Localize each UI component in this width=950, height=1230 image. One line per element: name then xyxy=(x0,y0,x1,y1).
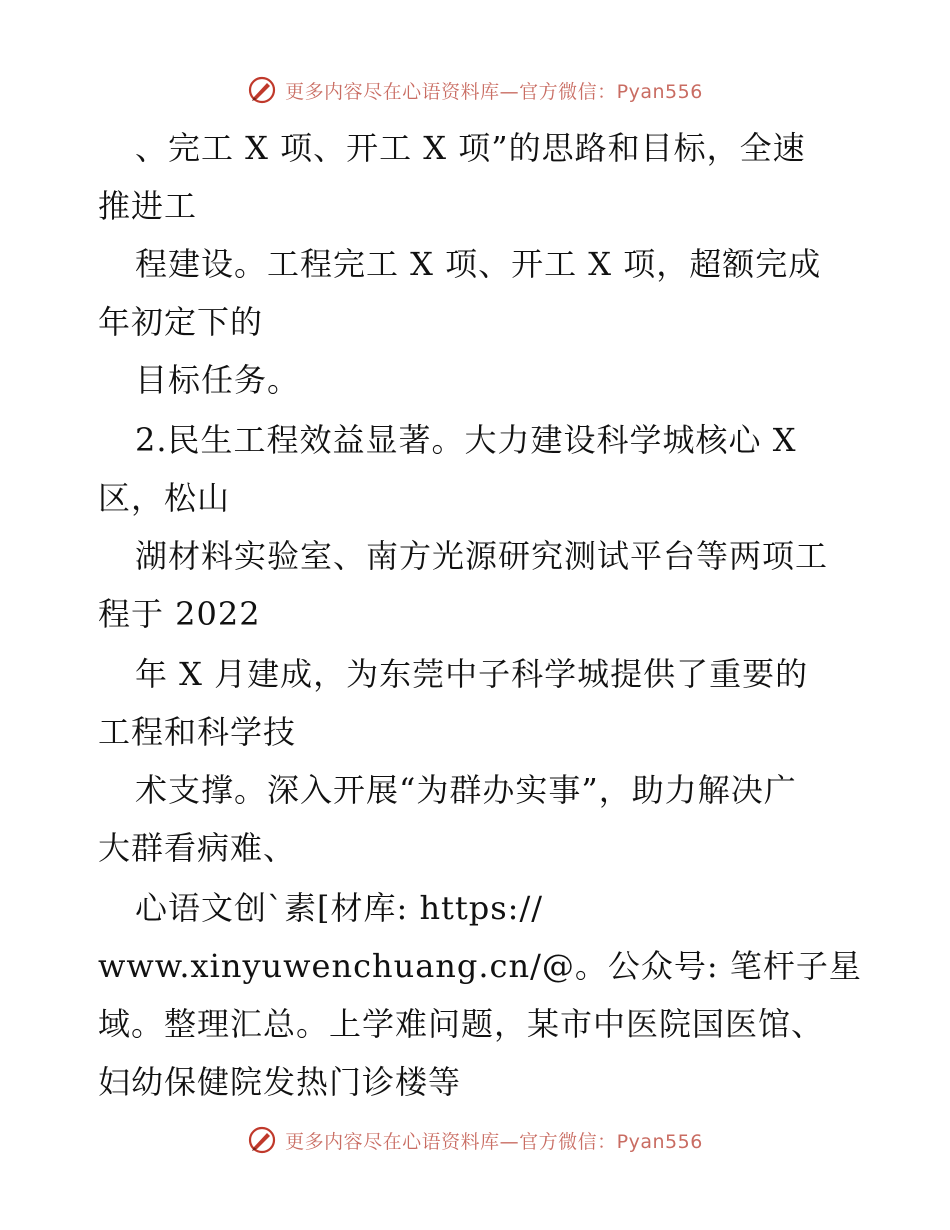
body-line: 心语文创`素[材库: https:// xyxy=(135,889,544,927)
body-line: www.xinyuwenchuang.cn/@。公众号: 笔杆子星 xyxy=(98,947,862,985)
footer-banner xyxy=(0,1120,950,1160)
body-line: 2.民生工程效益显著。大力建设科学城核心 X xyxy=(135,421,797,459)
body-line: 区，松山 xyxy=(98,479,231,517)
body-line: 大群看病难、 xyxy=(98,829,297,867)
body-line: 程于 2022 xyxy=(98,595,261,633)
body-line: 湖材料实验室、南方光源研究测试平台等两项工 xyxy=(135,537,829,575)
body-line: 程建设。工程完工 X 项、开工 X 项，超额完成 xyxy=(135,245,822,283)
body-line: 术支撑。深入开展“为群办实事”，助力解决广 xyxy=(135,771,797,809)
body-line: 妇幼保健院发热门诊楼等 xyxy=(98,1063,462,1101)
body-line: 域。整理汇总。上学难问题，某市中医院国医馆、 xyxy=(98,1005,825,1043)
body-line: 、完工 X 项、开工 X 项”的思路和目标，全速 xyxy=(135,129,806,167)
body-line: 目标任务。 xyxy=(135,361,301,399)
quill-pen-icon xyxy=(247,1125,277,1155)
body-line: 年 X 月建成，为东莞中子科学城提供了重要的 xyxy=(135,655,809,693)
body-line: 推进工 xyxy=(98,187,198,225)
footer-banner-text: 更多内容尽在心语资料库—官方微信：Pyan556 xyxy=(285,1130,703,1153)
body-line: 工程和科学技 xyxy=(98,713,297,751)
body-line: 年初定下的 xyxy=(98,303,264,341)
header-banner-text: 更多内容尽在心语资料库—官方微信：Pyan556 xyxy=(285,80,703,103)
